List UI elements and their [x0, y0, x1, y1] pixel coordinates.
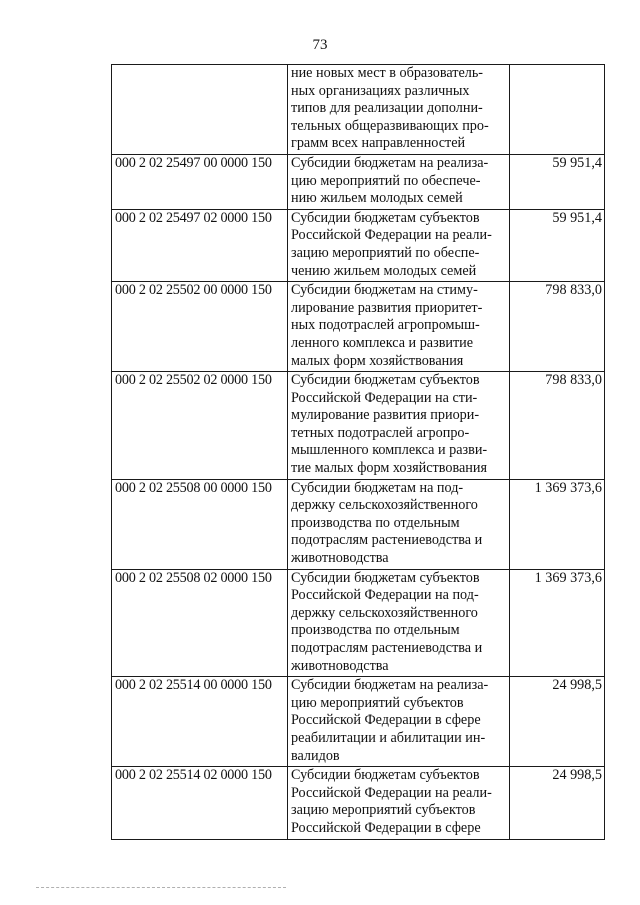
description-line: производства по отдельным [291, 514, 460, 531]
description-line: Российской Федерации в сфере [291, 712, 481, 729]
description-line: Субсидии бюджетам субъектов [291, 569, 480, 586]
amount-cell: 24 998,5 [510, 767, 605, 839]
description-line: мулирование развития приори- [291, 407, 480, 424]
description-line: ных организациях различных [291, 82, 470, 99]
description-line: тие малых форм хозяйствования [291, 460, 487, 477]
amount-cell: 24 998,5 [510, 677, 605, 767]
amount-cell: 798 833,0 [510, 282, 605, 372]
description-line: чению жильем молодых семей [291, 262, 477, 279]
description-line: подотраслям растениеводства и [291, 532, 483, 549]
description-line: держку сельскохозяйственного [291, 604, 478, 621]
table-row [112, 209, 605, 281]
description-line: валидов [291, 747, 340, 764]
budget-code-cell: 000 2 02 25514 02 0000 150 [112, 767, 288, 839]
description-line: зацию мероприятий по обеспе- [291, 244, 480, 261]
description-line: мышленного комплекса и разви- [291, 442, 488, 459]
description-line: Субсидии бюджетам на стиму- [291, 282, 478, 299]
description-line: ных подотраслей агропромыш- [291, 317, 480, 334]
description-cell [288, 65, 510, 155]
description-line: Субсидии бюджетам на реализа- [291, 154, 489, 171]
description-line: Субсидии бюджетам субъектов [291, 209, 480, 226]
budget-code-cell: 000 2 02 25508 02 0000 150 [112, 569, 288, 677]
description-line: держку сельскохозяйственного [291, 497, 478, 514]
description-cell [288, 282, 510, 372]
budget-code-cell: 000 2 02 25502 02 0000 150 [112, 372, 288, 480]
table-row [112, 372, 605, 480]
description-line: Российской Федерации на реали- [291, 784, 492, 801]
description-line: лирование развития приоритет- [291, 299, 483, 316]
table-body [112, 65, 605, 840]
page-number: 73 [312, 37, 328, 53]
table-row [112, 479, 605, 569]
description-line: тельных общеразвивающих про- [291, 117, 489, 134]
description-cell [288, 569, 510, 677]
description-line: Российской Федерации на реали- [291, 227, 492, 244]
amount-cell [510, 65, 605, 155]
description-line: Субсидии бюджетам на под- [291, 479, 464, 496]
table-row [112, 767, 605, 839]
description-line: животноводства [291, 550, 389, 567]
amount-cell: 1 369 373,6 [510, 569, 605, 677]
budget-code-cell [112, 65, 288, 155]
budget-code-cell: 000 2 02 25508 00 0000 150 [112, 479, 288, 569]
amount-cell: 1 369 373,6 [510, 479, 605, 569]
description-line: Субсидии бюджетам на реализа- [291, 677, 489, 694]
description-line: зацию мероприятий субъектов [291, 802, 476, 819]
description-line: цию мероприятий по обеспече- [291, 172, 481, 189]
budget-code-cell: 000 2 02 25502 00 0000 150 [112, 282, 288, 372]
description-line: типов для реализации дополни- [291, 100, 483, 117]
table-row [112, 569, 605, 677]
description-cell [288, 209, 510, 281]
description-line: малых форм хозяйствования [291, 352, 464, 369]
description-cell [288, 479, 510, 569]
amount-cell: 59 951,4 [510, 154, 605, 209]
description-line: ние новых мест в образователь- [291, 65, 484, 81]
budget-classification-table [111, 64, 605, 840]
amount-cell: 798 833,0 [510, 372, 605, 480]
table-row [112, 154, 605, 209]
description-cell [288, 372, 510, 480]
description-line: Субсидии бюджетам субъектов [291, 372, 480, 389]
footer-rule [36, 887, 286, 888]
budget-code-cell: 000 2 02 25514 00 0000 150 [112, 677, 288, 767]
description-line: Российской Федерации в сфере [291, 819, 481, 836]
description-line: цию мероприятий субъектов [291, 694, 464, 711]
budget-code-cell: 000 2 02 25497 02 0000 150 [112, 209, 288, 281]
description-line: реабилитации и абилитации ин- [291, 729, 486, 746]
description-line: нию жильем молодых семей [291, 190, 463, 207]
description-line: Российской Федерации на сти- [291, 389, 478, 406]
description-line: Субсидии бюджетам субъектов [291, 767, 480, 784]
description-line: животноводства [291, 657, 389, 674]
description-line: подотраслям растениеводства и [291, 640, 483, 656]
description-cell [288, 767, 510, 839]
description-line: производства по отдельным [291, 622, 460, 639]
table-row [112, 65, 605, 155]
description-line: грамм всех направленностей [291, 135, 466, 152]
table-row [112, 282, 605, 372]
table-row [112, 677, 605, 767]
description-line: Российской Федерации на под- [291, 587, 479, 604]
description-cell [288, 677, 510, 767]
budget-code-cell: 000 2 02 25497 00 0000 150 [112, 154, 288, 209]
description-line: тетных подотраслей агропро- [291, 424, 470, 441]
description-cell [288, 154, 510, 209]
amount-cell: 59 951,4 [510, 209, 605, 281]
description-line: ленного комплекса и развитие [291, 334, 474, 351]
